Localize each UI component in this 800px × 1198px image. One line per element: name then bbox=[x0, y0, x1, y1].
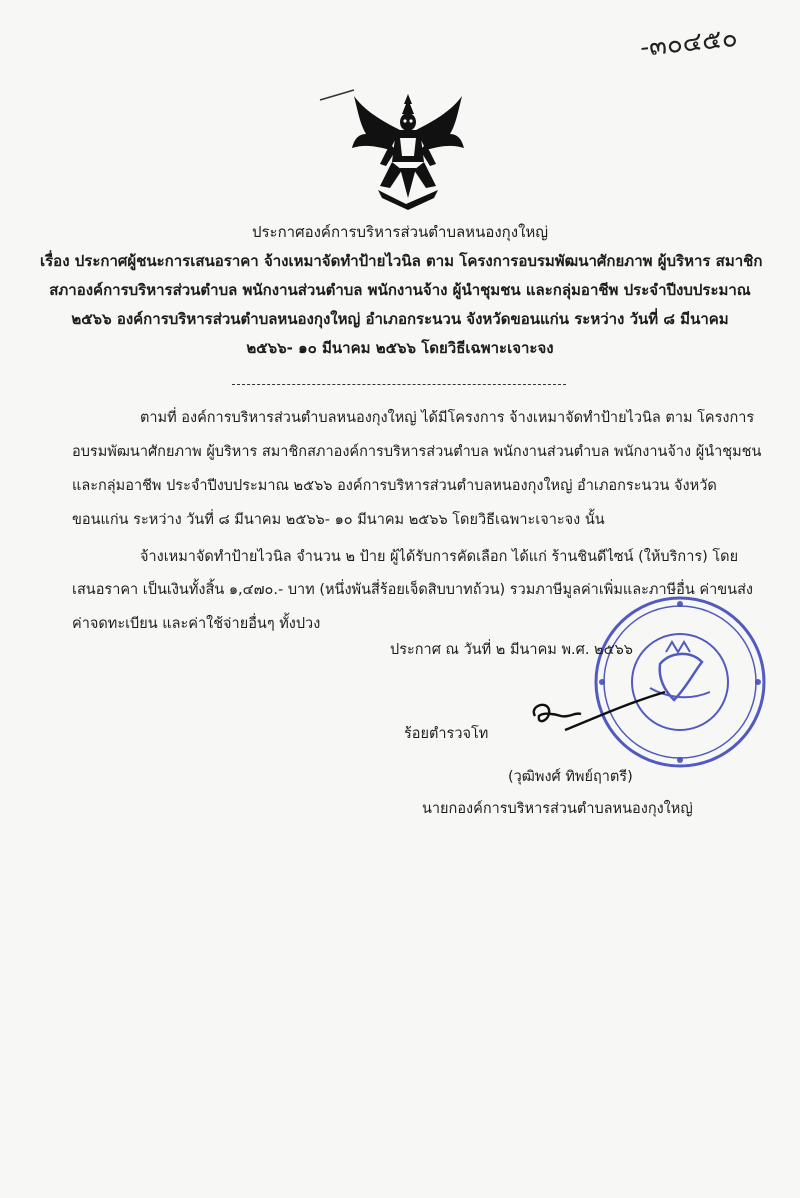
paragraph2-line-2: เสนอราคา เป็นเงินทั้งสิ้น ๑,๔๗๐.- บาท (หนึ่งพันสี่ร้อยเจ็ดสิบบาทถ้วน) รวมภาษีมูลค่าเพิ่มและภาษีอื่น ค่าขนส่ง bbox=[72, 582, 753, 598]
subject-line-1: เรื่อง ประกาศผู้ชนะการเสนอราคา จ้างเหมาจัดทำป้ายไวนิล ตาม โครงการอบรมพัฒนาศักยภาพ ผู้บริหาร สมาชิก bbox=[40, 252, 763, 270]
signatory-position: นายกองค์การบริหารส่วนตำบลหนองกุงใหญ่ bbox=[422, 801, 693, 817]
header-divider bbox=[232, 384, 566, 385]
handwritten-corner-note: -๓๐๔๕๐ bbox=[638, 22, 740, 64]
paragraph1-line-3: และกลุ่มอาชีพ ประจำปีงบประมาณ ๒๕๖๖ องค์การบริหารส่วนตำบลหนองกุงใหญ่ อำเภอกระนวน จังหวัด bbox=[72, 478, 717, 494]
paragraph1-line-4: ขอนแก่น ระหว่าง วันที่ ๘ มีนาคม ๒๕๖๖- ๑๐ มีนาคม ๒๕๖๖ โดยวิธีเฉพาะเจาะจง นั้น bbox=[72, 512, 605, 528]
announcement-header bbox=[40, 218, 763, 363]
paragraph2-line-1: จ้างเหมาจัดทำป้ายไวนิล จำนวน ๒ ป้าย ผู้ได้รับการคัดเลือก ได้แก่ ร้านชินดีไซน์ (ให้บริการ) โดย bbox=[140, 549, 739, 565]
paragraph1-line-1: ตามที่ องค์การบริหารส่วนตำบลหนองกุงใหญ่ ได้มีโครงการ จ้างเหมาจัดทำป้ายไวนิล ตาม โครงการ bbox=[140, 410, 755, 426]
org-announcement-title: ประกาศองค์การบริหารส่วนตำบลหนองกุงใหญ่ bbox=[251, 223, 549, 241]
paragraph2-line-3: ค่าจดทะเบียน และค่าใช้จ่ายอื่นๆ ทั้งปวง bbox=[72, 616, 321, 632]
handwritten-signature bbox=[525, 690, 685, 750]
paragraph1-line-2: อบรมพัฒนาศักยภาพ ผู้บริหาร สมาชิกสภาองค์การบริหารส่วนตำบล พนักงานส่วนตำบล พนักงานจ้าง ผู้นำชุมชน bbox=[72, 444, 762, 460]
signatory-rank: ร้อยตำรวจโท bbox=[404, 726, 489, 742]
subject-line-2: สภาองค์การบริหารส่วนตำบล พนักงานส่วนตำบล พนักงานจ้าง ผู้นำชุมชน และกลุ่มอาชีพ ประจำปีงบประมาณ bbox=[49, 281, 751, 299]
signatory-name: (วุฒิพงศ์ ทิพย์ฤาตรี) bbox=[508, 769, 633, 785]
garuda-emblem-icon bbox=[350, 90, 466, 210]
announcement-date: ประกาศ ณ วันที่ ๒ มีนาคม พ.ศ. ๒๕๖๖ bbox=[390, 642, 633, 658]
subject-line-3: ๒๕๖๖ องค์การบริหารส่วนตำบลหนองกุงใหญ่ อำเภอกระนวน จังหวัดขอนแก่น ระหว่าง วันที่ ๘ มีนาคม bbox=[71, 310, 729, 328]
subject-line-4: ๒๕๖๖- ๑๐ มีนาคม ๒๕๖๖ โดยวิธีเฉพาะเจาะจง bbox=[246, 339, 554, 357]
